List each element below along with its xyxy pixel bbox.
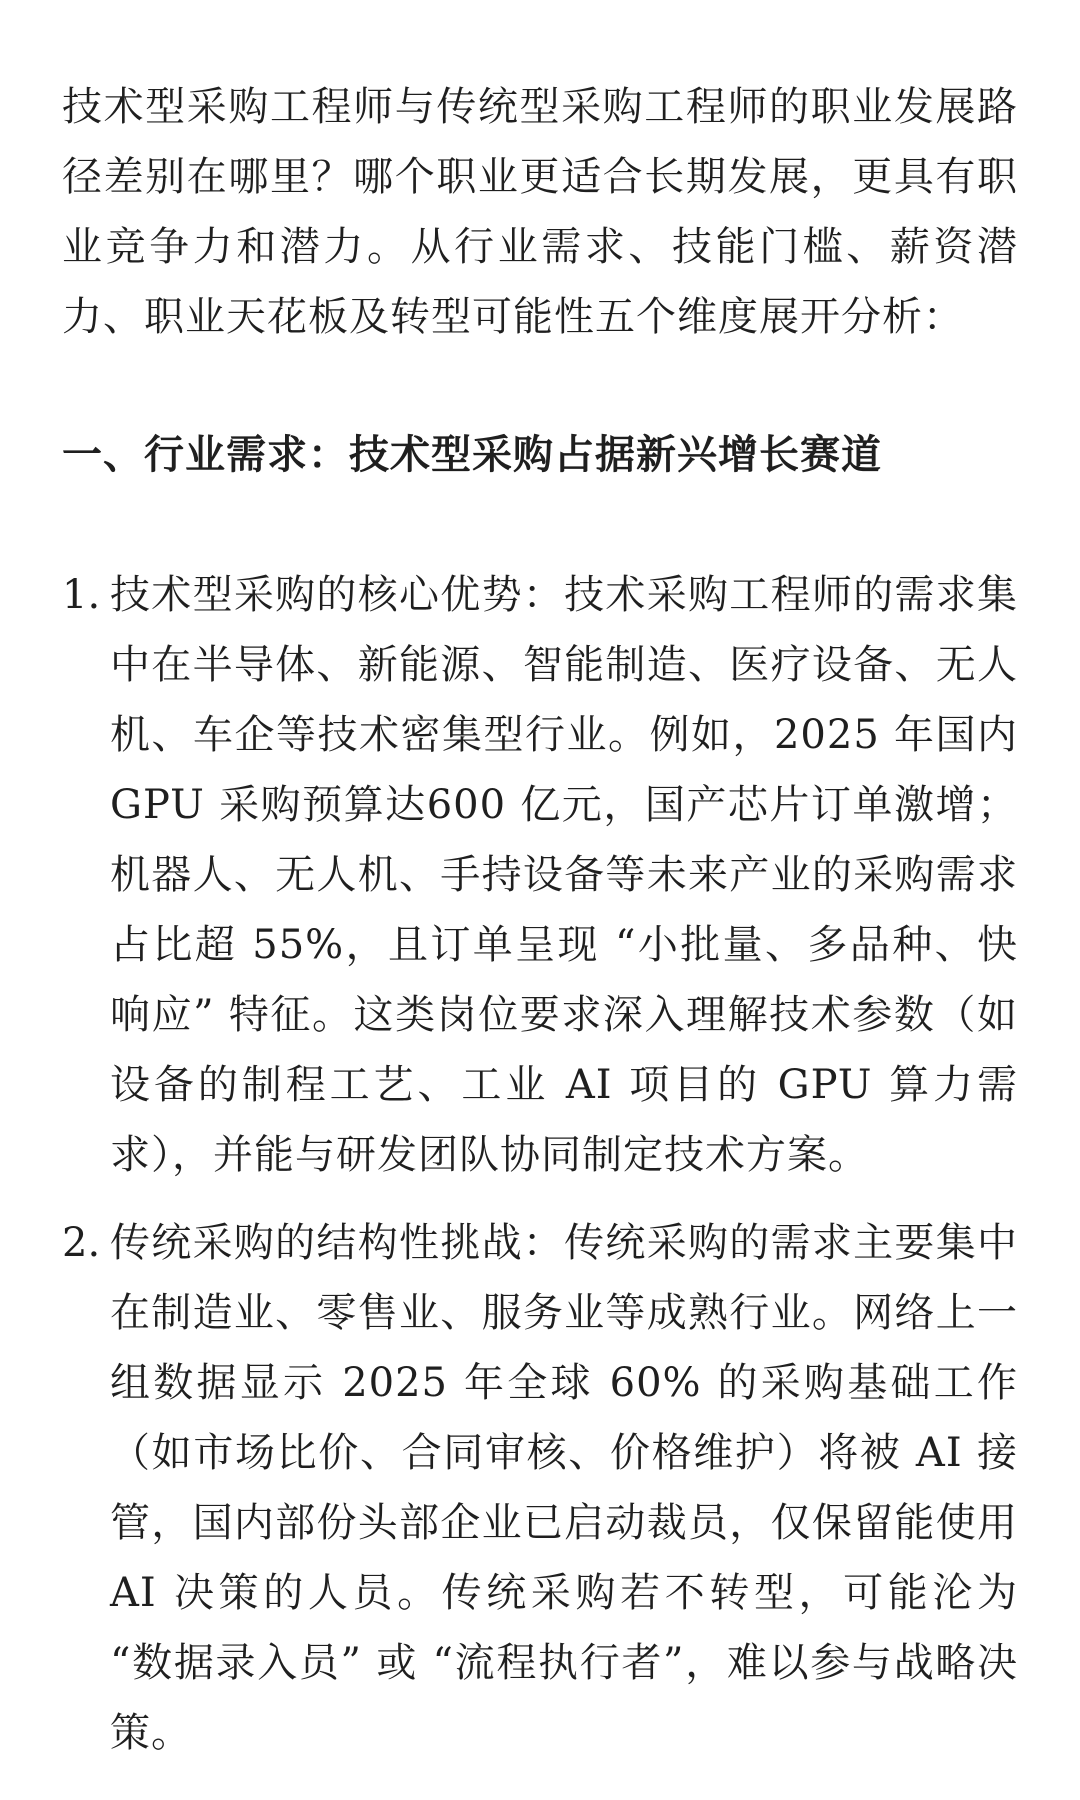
list-item: [62, 560, 1018, 1190]
analysis-list: [62, 560, 1018, 1768]
list-item-text: 技术型采购的核心优势：技术采购工程师的需求集中在半导体、新能源、智能制造、医疗设备、无人机、车企等技术密集型行业。例如，2025 年国内 GPU 采购预算达600 亿元，国产芯片订单激增；机器人、无人机、手持设备等未来产业的采购需求占比超 55%，且订单呈现 “小批量、多品种、快响应” 特征。这类岗位要求深入理解技术参数（如设备的制程工艺、工业 AI 项目的 GPU 算力需求），并能与研发团队协同制定技术方案。: [110, 572, 1018, 1178]
list-item: [62, 1208, 1018, 1768]
list-item-number: 2.: [62, 1220, 101, 1266]
section-heading: 一、行业需求：技术型采购占据新兴增长赛道: [62, 431, 882, 478]
list-item-text: 传统采购的结构性挑战：传统采购的需求主要集中在制造业、零售业、服务业等成熟行业。网络上一组数据显示 2025 年全球 60% 的采购基础工作（如市场比价、合同审核、价格维护）将被 AI 接管，国内部份头部企业已启动裁员，仅保留能使用 AI 决策的人员。传统采购若不转型，可能沦为 “数据录入员” 或 “流程执行者”，难以参与战略决策。: [110, 1220, 1018, 1756]
intro-paragraph: 技术型采购工程师与传统型采购工程师的职业发展路径差别在哪里？哪个职业更适合长期发展，更具有职业竞争力和潜力。从行业需求、技能门槛、薪资潜力、职业天花板及转型可能性五个维度展开分析：: [62, 84, 1018, 340]
list-item-number: 1.: [62, 572, 101, 618]
